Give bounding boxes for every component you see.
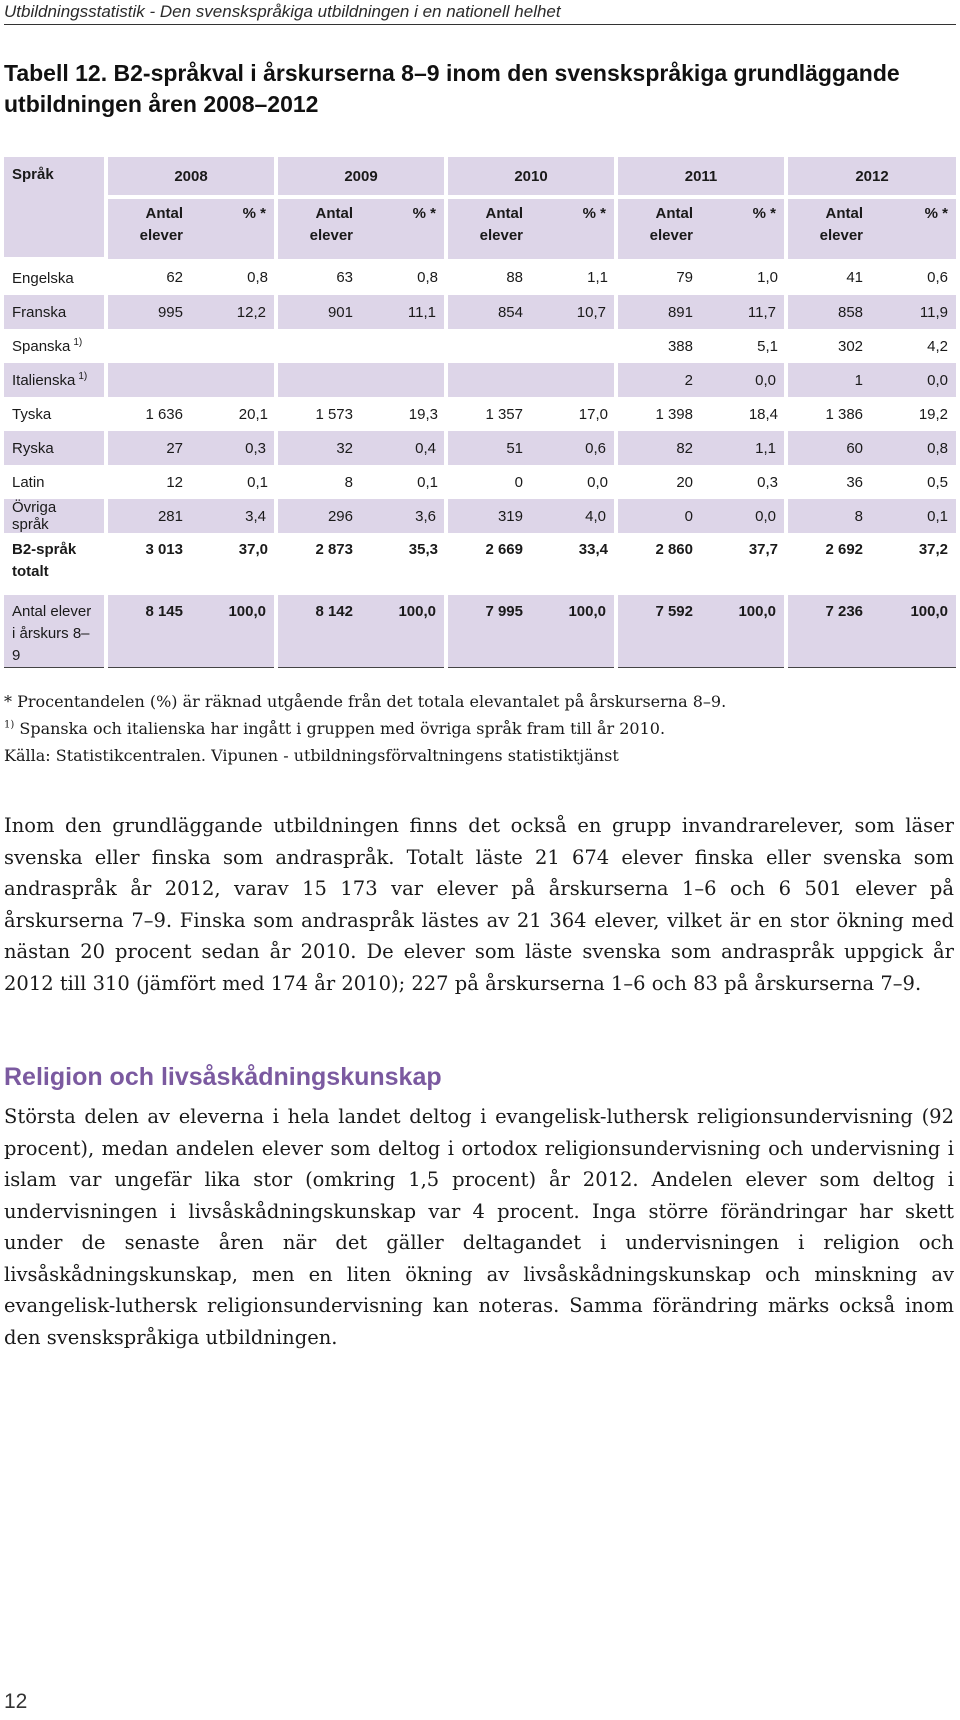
pct-cell: 0,5	[927, 473, 949, 491]
row-label-text: Italienska	[12, 371, 76, 389]
pct-cell: 0,4	[361, 431, 446, 465]
pct-cell: 0,0	[701, 363, 786, 397]
row-label	[4, 595, 106, 668]
table-container	[4, 157, 956, 668]
pct-cell	[191, 363, 276, 397]
footnote-marker: 1)	[73, 336, 83, 348]
pct-cell: 12,2	[191, 295, 276, 329]
row-label-text: Antal elever i årskurs 8–9	[12, 603, 92, 664]
count-cell: 858	[786, 295, 871, 329]
table-row	[4, 533, 956, 595]
count-header: Antal elever	[616, 197, 701, 259]
table-row	[4, 295, 956, 329]
row-label	[4, 431, 106, 465]
count-header: Antal elever	[786, 197, 871, 259]
count-cell: 388	[667, 337, 693, 355]
count-cell: 281	[106, 499, 191, 533]
table-row	[4, 397, 956, 431]
pct-cell: 4,2	[927, 337, 949, 355]
source-note	[4, 742, 954, 769]
count-cell: 1 636	[145, 405, 183, 423]
count-cell: 2	[616, 363, 701, 397]
row-label-text: Övriga språk	[12, 499, 57, 533]
count-cell: 3 013	[145, 541, 183, 558]
pct-cell: 11,1	[361, 295, 446, 329]
table-row	[4, 499, 956, 533]
count-cell: 27	[106, 431, 191, 465]
pct-cell: 37,2	[918, 541, 949, 558]
count-cell: 12	[166, 473, 183, 491]
count-cell	[106, 329, 191, 363]
count-cell: 62	[166, 268, 183, 286]
pct-cell	[361, 363, 446, 397]
count-cell: 2 669	[485, 541, 523, 558]
footnote-text: Spanska och italienska har ingått i gruppen med övriga språk fram till år 2010.	[19, 719, 666, 738]
page-number: 12	[4, 1690, 28, 1713]
year-header: 2008	[106, 157, 276, 197]
row-label-text: Latin	[12, 473, 45, 491]
pct-cell: 19,2	[918, 405, 949, 423]
row-label	[4, 397, 106, 431]
table-row	[4, 595, 956, 668]
count-cell: 302	[837, 337, 864, 355]
count-cell: 1 573	[315, 405, 353, 423]
table-row	[4, 465, 956, 499]
table-row	[4, 259, 956, 295]
pct-cell	[191, 329, 276, 363]
pct-cell: 0,0	[587, 473, 608, 491]
table-row	[4, 431, 956, 465]
count-cell: 7 592	[616, 595, 701, 668]
count-cell: 1 398	[655, 405, 693, 423]
year-header-row	[4, 157, 956, 197]
count-cell: 60	[786, 431, 871, 465]
pct-cell: 20,1	[238, 405, 268, 423]
count-cell: 7 995	[446, 595, 531, 668]
pct-header: % *	[531, 197, 616, 259]
count-cell: 51	[446, 431, 531, 465]
count-cell: 63	[336, 268, 353, 286]
row-label	[4, 465, 106, 499]
pct-cell: 0,6	[531, 431, 616, 465]
row-label-text: Ryska	[12, 439, 54, 457]
pct-cell: 37,7	[748, 541, 779, 558]
row-label-text: Engelska	[12, 269, 74, 287]
table-body	[4, 259, 956, 668]
footnote-marker: 1)	[78, 370, 88, 382]
pct-cell: 0,1	[417, 473, 438, 491]
pct-cell: 0,0	[701, 499, 786, 533]
pct-cell: 37,0	[238, 541, 268, 558]
table-title: Tabell 12. B2-språkval i årskurserna 8–9 inom den svenskspråkiga grundläggande utbildningen åren 2008–2012	[4, 60, 900, 117]
count-cell: 2 692	[825, 541, 864, 558]
count-cell: 79	[676, 268, 693, 286]
pct-cell: 100,0	[531, 595, 616, 668]
year-header: 2010	[446, 157, 616, 197]
pct-cell: 19,3	[408, 405, 438, 423]
sub-header-row	[4, 197, 956, 259]
pct-cell: 1,1	[587, 268, 608, 286]
count-cell	[446, 329, 531, 363]
pct-cell	[531, 363, 616, 397]
pct-header: % *	[701, 197, 786, 259]
pct-cell: 4,0	[531, 499, 616, 533]
count-cell: 319	[446, 499, 531, 533]
source-label: Källa: Statistikcentralen.	[4, 746, 206, 765]
count-cell: 854	[446, 295, 531, 329]
running-header: Utbildningsstatistik - Den svenskspråkiga utbildningen i en nationell helhet	[4, 0, 956, 25]
footnote-spanish-italian	[4, 715, 954, 742]
count-cell: 8	[786, 499, 871, 533]
row-label-text: Spanska	[12, 337, 71, 355]
pct-cell: 100,0	[191, 595, 276, 668]
count-cell: 0	[514, 473, 523, 491]
corner-label: Språk	[4, 157, 106, 259]
pct-cell: 10,7	[531, 295, 616, 329]
pct-cell: 0,3	[191, 431, 276, 465]
pct-cell: 0,1	[871, 499, 956, 533]
year-header: 2012	[786, 157, 956, 197]
row-label	[4, 499, 106, 533]
table-header	[4, 157, 956, 259]
year-header: 2011	[616, 157, 786, 197]
count-header: Antal elever	[276, 197, 361, 259]
pct-cell: 18,4	[748, 405, 779, 423]
pct-header: % *	[871, 197, 956, 259]
body-paragraph: Inom den grundläggande utbildningen finns det också en grupp invandrarelever, som läser svenska eller finska som andraspråk. Totalt läste 21 674 elever finska eller svenska som andraspråk år 2012, varav 15 173 var elever på årskurserna 1–6 och 6 501 elever på årskurserna 7–9. Finska som andraspråk lästes av 21 364 elever, vilket är en stor ökning med nästan 20 procent sedan år 2010. De elever som läste svenska som andraspråk uppgick år 2012 till 310 (jämfört med 174 år 2010); 227 på årskurserna 1–6 och 83 på årskurserna 7–9.	[4, 814, 954, 995]
count-cell: 1 357	[485, 405, 523, 423]
count-header: Antal elever	[106, 197, 191, 259]
count-cell	[276, 363, 361, 397]
pct-cell: 100,0	[701, 595, 786, 668]
body-paragraph: Största delen av eleverna i hela landet deltog i evangelisk-luthersk religionsundervisning (92 procent), medan andelen elever som deltog i ortodox religionsundervisning och undervisning i islam var ungefär lika stor (omkring 1,5 procent) år 2012. Andelen elever som deltog i undervisningen i livsåskådningskunskap var 4 procent. Inga större förändringar har skett under de senaste åren när det gäller deltagandet i undervisningen i religion och livsåskådningskunskap, men en liten ökning av livsåskådningskunskap och minskning av evangelisk-luthersk religionsundervisning kan noteras. Samma förändring märks också inom den svenskspråkiga utbildningen.	[4, 1105, 954, 1349]
count-cell: 296	[276, 499, 361, 533]
pct-cell	[531, 329, 616, 363]
row-label	[4, 295, 106, 329]
count-cell: 8	[344, 473, 353, 491]
row-label	[4, 259, 106, 295]
pct-cell: 17,0	[578, 405, 608, 423]
pct-cell: 0,8	[417, 268, 438, 286]
count-cell: 1 386	[825, 405, 864, 423]
pct-cell: 35,3	[408, 541, 438, 558]
year-header: 2009	[276, 157, 446, 197]
footnote-text: Procentandelen (%) är räknad utgående från det totala elevantalet på årskurserna 8–9.	[17, 692, 727, 711]
count-cell: 2 873	[315, 541, 353, 558]
footnote-percent	[4, 688, 954, 715]
pct-cell: 1,0	[757, 268, 779, 286]
section-heading: Religion och livsåskådningskunskap	[4, 1063, 442, 1091]
pct-cell: 11,9	[871, 295, 956, 329]
row-label-text: Tyska	[12, 405, 52, 423]
footnote-marker: *	[4, 692, 12, 711]
count-header: Antal elever	[446, 197, 531, 259]
count-cell: 7 236	[786, 595, 871, 668]
pct-header: % *	[361, 197, 446, 259]
footnotes	[4, 688, 954, 769]
pct-cell: 0,8	[247, 268, 268, 286]
row-label	[4, 533, 106, 595]
count-cell: 995	[106, 295, 191, 329]
pct-cell: 3,6	[361, 499, 446, 533]
source-text: Vipunen - utbildningsförvaltningens statistiktjänst	[211, 746, 619, 765]
count-cell: 0	[616, 499, 701, 533]
count-cell: 901	[276, 295, 361, 329]
row-label-text: Franska	[12, 303, 67, 321]
pct-cell: 100,0	[871, 595, 956, 668]
count-cell: 891	[616, 295, 701, 329]
pct-cell: 33,4	[578, 541, 608, 558]
row-label-text: B2-språk totalt	[12, 541, 77, 580]
count-cell: 36	[846, 473, 864, 491]
pct-cell: 0,6	[927, 268, 949, 286]
pct-cell: 0,0	[871, 363, 956, 397]
data-table	[4, 157, 956, 668]
table-row	[4, 329, 956, 363]
pct-cell: 1,1	[701, 431, 786, 465]
count-cell: 32	[276, 431, 361, 465]
table-row	[4, 363, 956, 397]
pct-cell: 100,0	[361, 595, 446, 668]
count-cell: 2 860	[655, 541, 693, 558]
row-label	[4, 329, 106, 363]
count-cell: 20	[676, 473, 693, 491]
footnote-marker: 1)	[4, 719, 15, 731]
count-cell: 1	[786, 363, 871, 397]
count-cell: 41	[846, 268, 864, 286]
pct-cell: 0,3	[757, 473, 779, 491]
count-cell	[446, 363, 531, 397]
count-cell: 8 142	[276, 595, 361, 668]
pct-cell: 11,7	[701, 295, 786, 329]
pct-cell	[361, 329, 446, 363]
count-cell: 82	[616, 431, 701, 465]
pct-cell: 0,8	[871, 431, 956, 465]
pct-header: % *	[191, 197, 276, 259]
pct-cell: 0,1	[247, 473, 268, 491]
pct-cell: 5,1	[757, 337, 779, 355]
count-cell: 8 145	[106, 595, 191, 668]
count-cell	[106, 363, 191, 397]
pct-cell: 3,4	[191, 499, 276, 533]
row-label	[4, 363, 106, 397]
count-cell	[276, 329, 361, 363]
count-cell: 88	[506, 268, 523, 286]
